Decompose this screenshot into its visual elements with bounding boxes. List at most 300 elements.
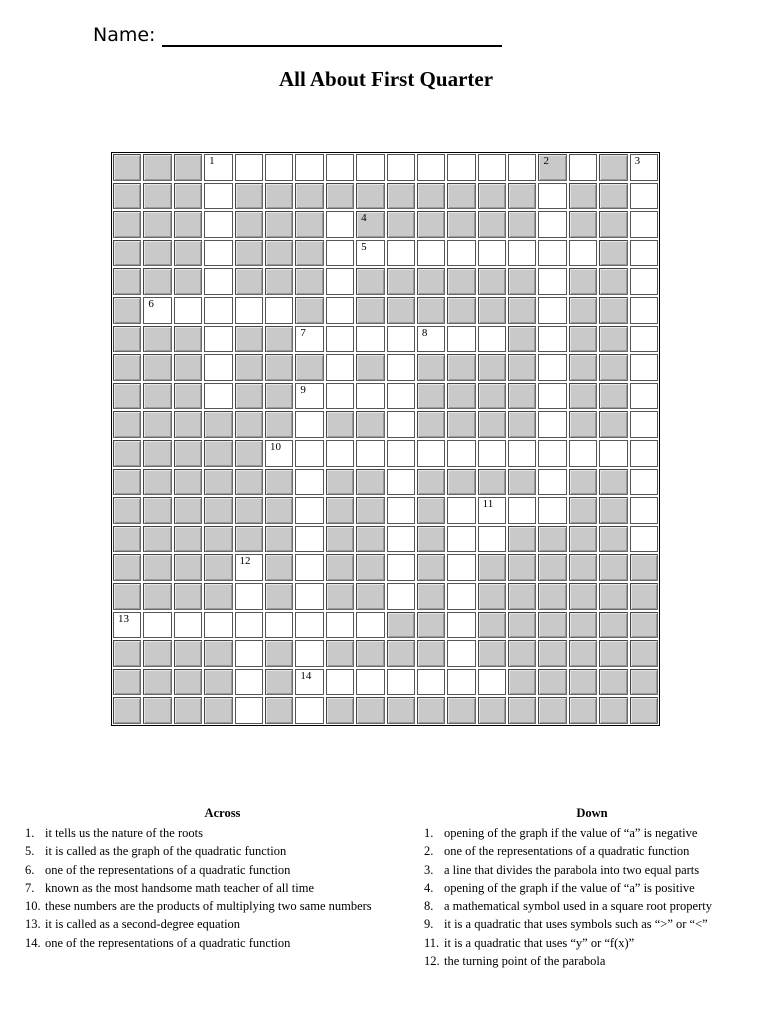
- grid-block: [417, 183, 445, 210]
- grid-cell[interactable]: [478, 440, 506, 467]
- grid-cell[interactable]: [295, 526, 323, 553]
- grid-block: [508, 669, 536, 696]
- clue-number: 13: [118, 612, 129, 625]
- grid-block: [630, 583, 658, 610]
- grid-block: [143, 669, 171, 696]
- grid-block: [326, 497, 354, 524]
- grid-block: [204, 411, 232, 438]
- grid-cell[interactable]: [387, 469, 415, 496]
- grid-block: [447, 183, 475, 210]
- grid-block: [143, 440, 171, 467]
- grid-cell[interactable]: [447, 497, 475, 524]
- grid-cell[interactable]: [447, 154, 475, 181]
- grid-cell[interactable]: [265, 154, 293, 181]
- grid-cell[interactable]: [295, 669, 323, 696]
- grid-block: [204, 697, 232, 724]
- grid-block: [417, 583, 445, 610]
- grid-block: [174, 440, 202, 467]
- grid-block: [417, 354, 445, 381]
- grid-block: [478, 211, 506, 238]
- grid-block: [538, 669, 566, 696]
- clue-text: a mathematical symbol used in a square root property: [444, 899, 712, 914]
- grid-cell[interactable]: [235, 583, 263, 610]
- grid-block: [143, 211, 171, 238]
- down-clue: [424, 897, 760, 915]
- grid-cell[interactable]: [447, 240, 475, 267]
- grid-cell[interactable]: [265, 612, 293, 639]
- grid-cell[interactable]: [326, 383, 354, 410]
- grid-block: [599, 211, 627, 238]
- grid-cell[interactable]: [387, 154, 415, 181]
- grid-cell[interactable]: [326, 154, 354, 181]
- down-clue: [424, 861, 760, 879]
- grid-block: [447, 297, 475, 324]
- grid-block: [599, 469, 627, 496]
- grid-cell[interactable]: [478, 326, 506, 353]
- grid-block: [478, 297, 506, 324]
- grid-block: [113, 354, 141, 381]
- grid-cell[interactable]: [235, 297, 263, 324]
- grid-cell[interactable]: [478, 526, 506, 553]
- grid-block: [569, 612, 597, 639]
- grid-cell[interactable]: [235, 697, 263, 724]
- clue-number: 4.: [424, 880, 434, 895]
- grid-cell[interactable]: [630, 411, 658, 438]
- clue-number: 5: [361, 240, 367, 253]
- grid-block: [356, 526, 384, 553]
- clue-number: 6: [148, 298, 154, 310]
- grid-block: [599, 697, 627, 724]
- grid-cell[interactable]: [630, 469, 658, 496]
- grid-cell[interactable]: [630, 383, 658, 410]
- grid-block: [295, 354, 323, 381]
- grid-block: [538, 612, 566, 639]
- grid-block: [113, 440, 141, 467]
- grid-block: [447, 383, 475, 410]
- grid-cell[interactable]: [447, 326, 475, 353]
- grid-block: [143, 183, 171, 210]
- grid-block: [143, 411, 171, 438]
- grid-block: [387, 268, 415, 295]
- grid-block: [478, 268, 506, 295]
- grid-block: [295, 240, 323, 267]
- grid-block: [326, 411, 354, 438]
- grid-cell[interactable]: [295, 154, 323, 181]
- grid-block: [447, 697, 475, 724]
- clue-number: 9.: [424, 917, 434, 932]
- grid-cell[interactable]: [478, 669, 506, 696]
- grid-block: [235, 183, 263, 210]
- grid-cell[interactable]: [447, 440, 475, 467]
- grid-block: [174, 240, 202, 267]
- grid-block: [204, 554, 232, 581]
- grid-block: [569, 211, 597, 238]
- grid-block: [599, 183, 627, 210]
- grid-cell[interactable]: [326, 211, 354, 238]
- grid-block: [174, 183, 202, 210]
- grid-block: [478, 554, 506, 581]
- grid-cell[interactable]: [204, 383, 232, 410]
- grid-block: [478, 469, 506, 496]
- grid-cell[interactable]: [447, 583, 475, 610]
- grid-cell[interactable]: [356, 154, 384, 181]
- across-clue: [25, 897, 420, 915]
- grid-cell[interactable]: [387, 526, 415, 553]
- grid-block: [174, 497, 202, 524]
- grid-cell[interactable]: [387, 411, 415, 438]
- grid-block: [356, 497, 384, 524]
- down-clue: [424, 934, 760, 952]
- grid-cell[interactable]: [387, 326, 415, 353]
- grid-cell[interactable]: [356, 612, 384, 639]
- grid-block: [508, 554, 536, 581]
- grid-cell[interactable]: [447, 612, 475, 639]
- grid-cell[interactable]: [326, 240, 354, 267]
- grid-cell[interactable]: [326, 297, 354, 324]
- grid-block: [265, 640, 293, 667]
- clue-text: a line that divides the parabola into two equal parts: [444, 862, 700, 877]
- grid-block: [143, 383, 171, 410]
- grid-block: [508, 326, 536, 353]
- grid-cell[interactable]: [630, 497, 658, 524]
- grid-cell[interactable]: [204, 268, 232, 295]
- grid-cell[interactable]: [447, 554, 475, 581]
- grid-block: [599, 411, 627, 438]
- grid-block: [599, 268, 627, 295]
- clue-number: 4: [361, 212, 367, 225]
- grid-cell[interactable]: [538, 268, 566, 295]
- grid-cell[interactable]: [295, 554, 323, 581]
- grid-cell[interactable]: [478, 240, 506, 267]
- grid-cell[interactable]: [326, 268, 354, 295]
- grid-block: [143, 640, 171, 667]
- grid-block: [143, 240, 171, 267]
- grid-block: [265, 354, 293, 381]
- grid-block: [356, 354, 384, 381]
- clue-text: it is a quadratic that uses “y” or “f(x)”: [444, 935, 635, 950]
- grid-block: [235, 526, 263, 553]
- grid-cell[interactable]: [417, 326, 445, 353]
- grid-cell[interactable]: [295, 440, 323, 467]
- grid-block: [447, 268, 475, 295]
- grid-cell[interactable]: [478, 154, 506, 181]
- grid-cell[interactable]: [538, 240, 566, 267]
- grid-block: [599, 154, 627, 181]
- grid-cell[interactable]: [326, 612, 354, 639]
- grid-cell[interactable]: [295, 469, 323, 496]
- grid-cell[interactable]: [143, 612, 171, 639]
- grid-cell[interactable]: [538, 411, 566, 438]
- grid-block: [387, 697, 415, 724]
- clue-number: 12.: [424, 954, 440, 969]
- grid-cell[interactable]: [387, 497, 415, 524]
- clue-number: 14: [300, 669, 312, 682]
- grid-cell[interactable]: [356, 669, 384, 696]
- grid-block: [113, 669, 141, 696]
- grid-block: [174, 268, 202, 295]
- grid-cell[interactable]: [508, 497, 536, 524]
- grid-cell[interactable]: [204, 297, 232, 324]
- grid-cell[interactable]: [447, 640, 475, 667]
- grid-block: [174, 526, 202, 553]
- grid-block: [417, 554, 445, 581]
- grid-cell[interactable]: [538, 440, 566, 467]
- grid-block: [630, 640, 658, 667]
- grid-cell[interactable]: [235, 669, 263, 696]
- grid-cell[interactable]: [630, 211, 658, 238]
- grid-block: [478, 612, 506, 639]
- grid-block: [417, 612, 445, 639]
- grid-block: [478, 354, 506, 381]
- grid-cell[interactable]: [387, 440, 415, 467]
- grid-block: [569, 268, 597, 295]
- grid-cell[interactable]: [295, 583, 323, 610]
- grid-block: [478, 640, 506, 667]
- grid-cell[interactable]: [174, 297, 202, 324]
- grid-block: [508, 354, 536, 381]
- grid-block: [538, 640, 566, 667]
- clue-text: opening of the graph if the value of “a” is positive: [444, 880, 695, 895]
- grid-cell[interactable]: [538, 354, 566, 381]
- grid-cell[interactable]: [204, 612, 232, 639]
- grid-block: [113, 268, 141, 295]
- grid-block: [356, 297, 384, 324]
- grid-cell[interactable]: [295, 411, 323, 438]
- grid-cell[interactable]: [630, 297, 658, 324]
- grid-cell[interactable]: [265, 297, 293, 324]
- grid-block: [387, 612, 415, 639]
- grid-cell[interactable]: [508, 440, 536, 467]
- grid-block: [204, 440, 232, 467]
- grid-block: [569, 411, 597, 438]
- grid-block: [569, 297, 597, 324]
- grid-block: [447, 211, 475, 238]
- grid-cell[interactable]: [235, 612, 263, 639]
- grid-cell[interactable]: [204, 183, 232, 210]
- grid-block: [143, 526, 171, 553]
- grid-cell[interactable]: [538, 469, 566, 496]
- grid-cell[interactable]: [295, 697, 323, 724]
- grid-block: [174, 211, 202, 238]
- grid-cell[interactable]: [508, 240, 536, 267]
- grid-cell[interactable]: [387, 554, 415, 581]
- across-clue: [25, 824, 420, 842]
- grid-cell[interactable]: [447, 669, 475, 696]
- grid-cell[interactable]: [356, 240, 384, 267]
- grid-cell[interactable]: [538, 326, 566, 353]
- down-clues: [424, 806, 760, 970]
- clue-text: one of the representations of a quadratic function: [45, 935, 291, 950]
- grid-block: [508, 383, 536, 410]
- grid-cell[interactable]: [356, 383, 384, 410]
- grid-block: [569, 554, 597, 581]
- grid-block: [265, 411, 293, 438]
- grid-cell[interactable]: [569, 440, 597, 467]
- grid-cell[interactable]: [387, 669, 415, 696]
- grid-block: [113, 554, 141, 581]
- clue-text: it is a quadratic that uses symbols such as “>” or “<”: [444, 917, 708, 932]
- grid-cell[interactable]: [387, 354, 415, 381]
- clue-text: one of the representations of a quadratic function: [444, 844, 690, 859]
- grid-block: [265, 211, 293, 238]
- grid-block: [265, 268, 293, 295]
- grid-cell[interactable]: [295, 612, 323, 639]
- grid-block: [235, 240, 263, 267]
- grid-block: [113, 211, 141, 238]
- grid-block: [235, 469, 263, 496]
- clue-number: 7: [300, 326, 306, 339]
- grid-cell[interactable]: [295, 497, 323, 524]
- grid-cell[interactable]: [295, 383, 323, 410]
- grid-cell[interactable]: [538, 211, 566, 238]
- grid-cell[interactable]: [204, 326, 232, 353]
- grid-cell[interactable]: [538, 383, 566, 410]
- grid-cell[interactable]: [417, 240, 445, 267]
- grid-block: [599, 640, 627, 667]
- grid-cell[interactable]: [387, 583, 415, 610]
- grid-block: [143, 554, 171, 581]
- grid-block: [630, 697, 658, 724]
- grid-block: [569, 583, 597, 610]
- grid-cell[interactable]: [630, 183, 658, 210]
- grid-block: [417, 497, 445, 524]
- grid-block: [599, 669, 627, 696]
- down-clue: [424, 879, 760, 897]
- grid-cell[interactable]: [508, 154, 536, 181]
- grid-block: [265, 183, 293, 210]
- grid-cell[interactable]: [538, 497, 566, 524]
- clue-number: 12: [239, 555, 251, 568]
- grid-cell[interactable]: [113, 612, 141, 639]
- grid-cell[interactable]: [417, 669, 445, 696]
- grid-cell[interactable]: [356, 440, 384, 467]
- clue-text: known as the most handsome math teacher of all time: [45, 880, 315, 895]
- grid-block: [265, 497, 293, 524]
- clue-text: it is called as the graph of the quadratic function: [45, 844, 287, 859]
- grid-block: [235, 383, 263, 410]
- grid-cell[interactable]: [630, 440, 658, 467]
- grid-cell[interactable]: [387, 383, 415, 410]
- grid-cell[interactable]: [204, 211, 232, 238]
- grid-cell[interactable]: [630, 354, 658, 381]
- grid-cell[interactable]: [538, 183, 566, 210]
- clue-text: these numbers are the products of multiplying two same numbers: [45, 899, 372, 914]
- name-field-line[interactable]: [162, 45, 502, 47]
- grid-block: [143, 497, 171, 524]
- grid-block: [569, 526, 597, 553]
- grid-cell[interactable]: [630, 154, 658, 181]
- grid-block: [113, 326, 141, 353]
- clue-number: 9: [300, 383, 306, 396]
- grid-cell[interactable]: [295, 640, 323, 667]
- grid-block: [478, 183, 506, 210]
- clue-number: 8.: [424, 899, 434, 914]
- grid-cell[interactable]: [143, 297, 171, 324]
- grid-block: [235, 268, 263, 295]
- grid-block: [630, 554, 658, 581]
- grid-cell[interactable]: [204, 240, 232, 267]
- grid-block: [235, 326, 263, 353]
- clue-number: 6.: [25, 862, 35, 877]
- grid-cell[interactable]: [326, 440, 354, 467]
- grid-cell[interactable]: [387, 240, 415, 267]
- grid-cell[interactable]: [235, 640, 263, 667]
- grid-block: [295, 268, 323, 295]
- grid-block: [417, 383, 445, 410]
- grid-block: [478, 583, 506, 610]
- clue-text: it tells us the nature of the roots: [45, 826, 203, 840]
- grid-block: [113, 154, 141, 181]
- grid-block: [204, 526, 232, 553]
- grid-cell[interactable]: [599, 440, 627, 467]
- grid-cell[interactable]: [569, 240, 597, 267]
- grid-block: [417, 469, 445, 496]
- grid-cell[interactable]: [569, 154, 597, 181]
- grid-cell[interactable]: [630, 268, 658, 295]
- grid-block: [235, 497, 263, 524]
- grid-cell[interactable]: [326, 669, 354, 696]
- grid-block: [569, 469, 597, 496]
- grid-cell[interactable]: [265, 440, 293, 467]
- grid-block: [204, 497, 232, 524]
- grid-cell[interactable]: [630, 326, 658, 353]
- grid-block: [417, 697, 445, 724]
- grid-block: [174, 354, 202, 381]
- clue-number: 5.: [25, 844, 35, 859]
- grid-cell[interactable]: [630, 240, 658, 267]
- across-clue: [25, 842, 420, 860]
- grid-cell[interactable]: [204, 154, 232, 181]
- grid-block: [599, 240, 627, 267]
- grid-block: [417, 211, 445, 238]
- grid-block: [508, 612, 536, 639]
- grid-cell[interactable]: [235, 554, 263, 581]
- grid-cell[interactable]: [630, 526, 658, 553]
- grid-cell[interactable]: [204, 354, 232, 381]
- grid-cell[interactable]: [356, 326, 384, 353]
- grid-cell[interactable]: [295, 326, 323, 353]
- grid-block: [447, 411, 475, 438]
- grid-block: [538, 154, 566, 181]
- grid-block: [356, 469, 384, 496]
- grid-block: [478, 383, 506, 410]
- grid-block: [113, 411, 141, 438]
- grid-cell[interactable]: [447, 526, 475, 553]
- clue-number: 7.: [25, 880, 35, 895]
- grid-block: [417, 526, 445, 553]
- grid-cell[interactable]: [538, 297, 566, 324]
- grid-block: [113, 497, 141, 524]
- grid-cell[interactable]: [478, 497, 506, 524]
- grid-block: [508, 297, 536, 324]
- grid-cell[interactable]: [174, 612, 202, 639]
- grid-cell[interactable]: [417, 440, 445, 467]
- grid-block: [113, 697, 141, 724]
- grid-cell[interactable]: [417, 154, 445, 181]
- grid-cell[interactable]: [326, 326, 354, 353]
- grid-block: [508, 697, 536, 724]
- grid-block: [326, 640, 354, 667]
- grid-block: [508, 411, 536, 438]
- grid-cell[interactable]: [326, 354, 354, 381]
- grid-block: [204, 640, 232, 667]
- grid-block: [508, 640, 536, 667]
- clue-number: 11: [482, 498, 494, 511]
- grid-block: [204, 583, 232, 610]
- grid-block: [143, 154, 171, 181]
- grid-cell[interactable]: [235, 154, 263, 181]
- grid-block: [174, 583, 202, 610]
